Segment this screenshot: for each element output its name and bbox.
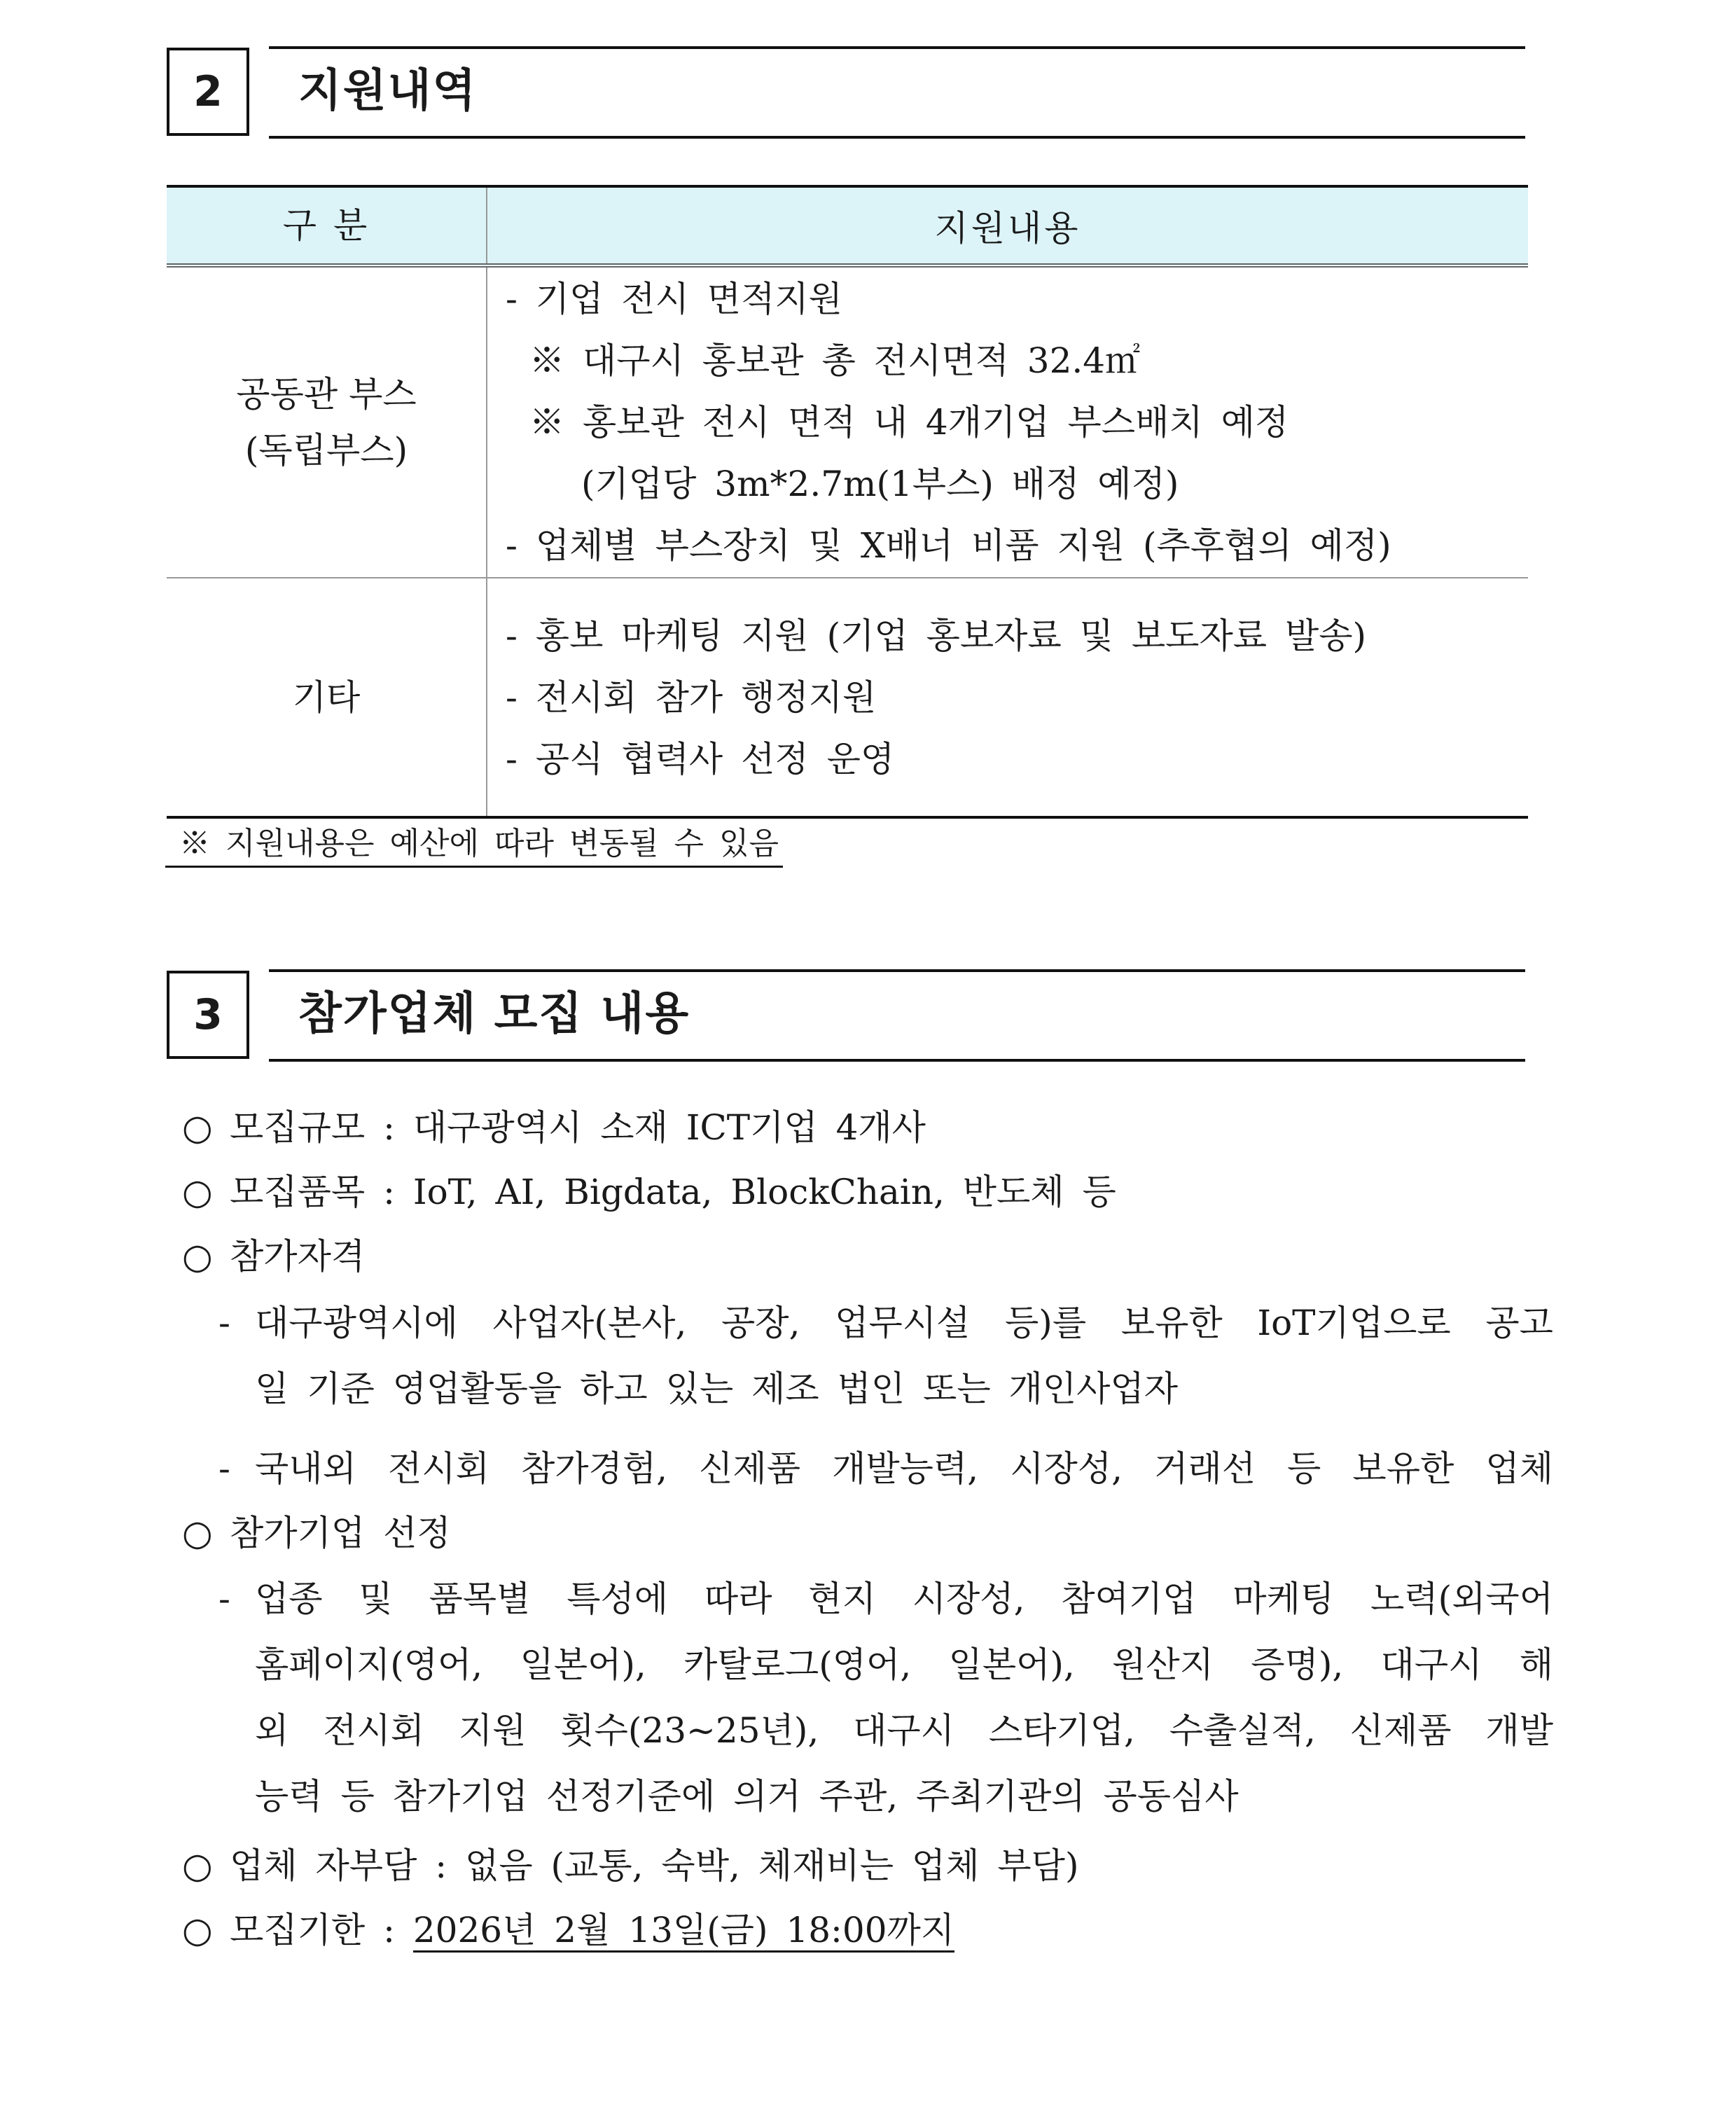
- list-item-selection: [182, 1502, 451, 1564]
- header-content: 지원내용: [487, 186, 1528, 265]
- circle-bullet-icon: ○: [182, 1107, 213, 1148]
- header-rule-top: [269, 46, 1525, 49]
- content-line: - 전시회 참가 행정지원: [506, 677, 877, 718]
- dash-bullet: -: [218, 1303, 230, 1343]
- circle-bullet-icon: ○: [182, 1236, 213, 1277]
- budget-note: ※ 지원내용은 예산에 따라 변동될 수 있음: [165, 822, 783, 868]
- sub-item-qualification-2: [218, 1436, 1553, 1502]
- sub-item-line: 국내외 전시회 참가경험, 신제품 개발능력, 시장성, 거래선 등 보유한 업체: [255, 1448, 1553, 1489]
- sub-item-line: 외 전시회 지원 횟수(23~25년), 대구시 스타기업, 수출실적, 신제품 개발: [255, 1710, 1553, 1751]
- list-item-cost: [182, 1835, 1079, 1896]
- section-number-box: 2: [167, 48, 249, 136]
- section-title: 지원내역: [298, 65, 478, 117]
- content-cell: [487, 578, 1528, 817]
- section-number-box: 3: [167, 971, 249, 1059]
- list-item-deadline: [182, 1899, 954, 1961]
- item-text: 모집기한 :: [230, 1910, 413, 1950]
- table-row-booth: [167, 265, 1528, 578]
- circle-bullet-icon: ○: [182, 1845, 213, 1886]
- item-text: 모집품목 : IoT, AI, Bigdata, BlockChain, 반도체 등: [230, 1172, 1116, 1212]
- content-line: - 업체별 부스장치 및 X배너 비품 지원 (추후협의 예정): [506, 525, 1391, 566]
- content-line: (기업당 3m*2.7m(1부스) 배정 예정): [581, 464, 1179, 504]
- category-line: (독립부스): [244, 430, 408, 471]
- table-header-row: [167, 186, 1528, 265]
- list-item-scale: [182, 1097, 926, 1158]
- list-item-qualification: [182, 1226, 365, 1287]
- support-table: [167, 185, 1528, 819]
- item-text: 업체 자부담 : 없음 (교통, 숙박, 체재비는 업체 부담): [230, 1845, 1079, 1886]
- sub-item-qualification-1: [218, 1290, 1553, 1422]
- dash-bullet: -: [218, 1448, 230, 1489]
- content-line: - 공식 협력사 선정 운영: [506, 738, 895, 779]
- content-line: ※ 대구시 홍보관 총 전시면적 32.4㎡: [529, 340, 1141, 381]
- dash-bullet: -: [218, 1579, 230, 1619]
- item-text: 모집규모 : 대구광역시 소재 ICT기업 4개사: [230, 1107, 926, 1148]
- sub-item-line: 홈페이지(영어, 일본어), 카탈로그(영어, 일본어), 원산지 증명), 대구시 해: [255, 1644, 1553, 1685]
- section-2-header: [167, 46, 1525, 143]
- item-text: 참가기업 선정: [230, 1513, 451, 1553]
- item-text: 참가자격: [230, 1236, 366, 1277]
- sub-item-line: 업종 및 품목별 특성에 따라 현지 시장성, 참여기업 마케팅 노력(외국어: [255, 1579, 1553, 1619]
- sub-item-line: 능력 등 참가기업 선정기준에 의거 주관, 주최기관의 공동심사: [255, 1776, 1239, 1817]
- table-row-other: [167, 578, 1528, 817]
- sub-item-line: 대구광역시에 사업자(본사, 공장, 업무시설 등)를 보유한 IoT기업으로 공고: [255, 1303, 1553, 1343]
- content-line: - 홍보 마케팅 지원 (기업 홍보자료 및 보도자료 발송): [506, 615, 1367, 656]
- circle-bullet-icon: ○: [182, 1172, 213, 1212]
- circle-bullet-icon: ○: [182, 1910, 213, 1950]
- header-rule-bottom: [269, 136, 1525, 139]
- header-rule-top: [269, 969, 1525, 972]
- sub-item-selection-1: [218, 1566, 1553, 1829]
- content-line: - 기업 전시 면적지원: [506, 279, 842, 319]
- content-line: ※ 홍보관 전시 면적 내 4개기업 부스배치 예정: [529, 402, 1289, 443]
- circle-bullet-icon: ○: [182, 1513, 213, 1553]
- category-line: 공동관 부스: [236, 374, 417, 415]
- sub-item-line: 일 기준 영업활동을 하고 있는 제조 법인 또는 개인사업자: [255, 1368, 1179, 1409]
- list-item-products: [182, 1161, 1116, 1223]
- header-category: 구 분: [167, 186, 487, 265]
- category-cell: 기타: [167, 578, 487, 817]
- header-rule-bottom: [269, 1059, 1525, 1062]
- deadline-date: 2026년 2월 13일(금) 18:00까지: [413, 1910, 954, 1953]
- section-title: 참가업체 모집 내용: [298, 988, 690, 1040]
- content-cell: [487, 265, 1528, 578]
- category-cell: [167, 265, 487, 578]
- section-3-header: [167, 969, 1525, 1066]
